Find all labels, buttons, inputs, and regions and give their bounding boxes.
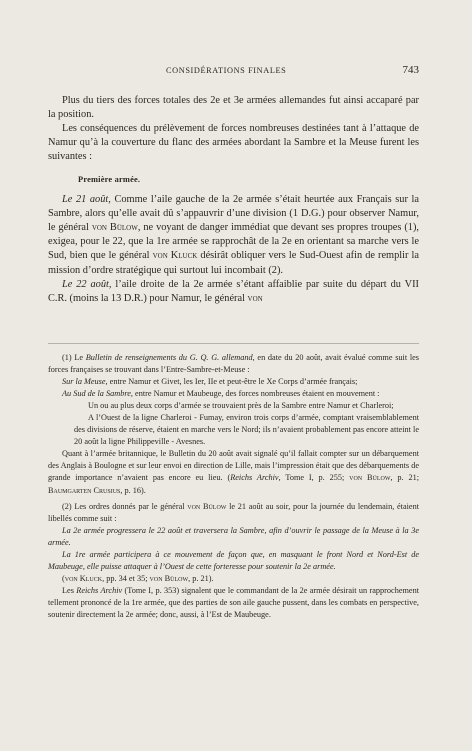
footnote-divider [48,343,419,344]
date-label: Le 22 août, [62,278,112,290]
paragraph: Le 21 août, Comme l’aile gauche de la 2e armée s’était heurtée aux Français sur la Sambre, alors qu’elle avait dû s’appauvrir d’une division (1 D.G.) pour observer Namur, le général von Bülow, ne voyant de danger immédiat que devant ses propres troupes (1), exigea, pour le 22, que la 1re armée se rapprochât de la 2e en orientant sa marche vers le Sud, bien que le général von Kluck désirât obliquer vers le Sud-Ouest afin de remplir la mission d’ordre stratégique qui surtout lui incombait (2). [48,194,420,276]
page-number: 743 [402,64,419,76]
quote-line: A l’Ouest de la ligne Charleroi - Fumay, environ trois corps d’armée, comptant vraisemblablement des divisions de réserve, étaient en marche vers le Nord; ils n’avaient probablement pas encore atteint le 20 août la ligne Philippeville - Avesnes. [74,413,419,447]
person-name: von Kluck [152,250,198,262]
footnote-2: (2) Les ordres donnés par le général von Bülow le 21 août au soir, pour la journée du lendemain, étaient libellés comme suit : [48,501,419,523]
main-text [48,94,419,306]
page-header [48,66,419,80]
paragraph: Le 22 août, l’aile droite de la 2e armée s’étant affaiblie par suite du départ du VII C.R. (moins la 13 D.R.) pour Namur, le général von [48,278,419,304]
section-heading: Première armée. [78,175,141,185]
quote-line: Au Sud de la Sambre, entre Namur et Maubeuge, des forces nombreuses étaient en mouvement : [62,389,380,399]
footnote-paragraph: Les Reichs Archiv (Tome I, p. 353) signalent que le commandant de la 2e armée désirait un rapprochement tellement prononcé de la 1re armée, que des parties de son aile gauche pussent, dans les combats en perspective, soutenir directement la 2e armée; donc, aussi, à l’Est de Maubeuge. [48,585,420,619]
quote-line: La 1re armée participera à ce mouvement de façon que, en masquant le front Nord et Nord-Est de Maubeuge, elle puisse attaquer à l’Ouest de cette forteresse pour soutenir la 2e armée. [48,549,419,571]
footnote-paragraph: Quant à l’armée britannique, le Bulletin du 20 août avait signalé qu’il fallait compter sur un débarquement des Anglais à Boulogne et sur leur envoi en direction de Lille, mais l’impression était que des débarquements de grande importance n’avaient pas encore eu lieu. (Reichs Archiv, Tome I, p. 255; von Bülow, p. 21; Baumgarten Crusius, p. 16). [48,449,420,495]
person-name: von Bülow [91,222,138,234]
quote-line: Un ou au plus deux corps d’armée se trouvaient près de la Sambre entre Namur et Charleroi; [88,401,394,411]
footnotes [48,352,419,621]
person-name: von [247,292,263,304]
quote-line: Sur la Meuse, entre Namur et Givet, les Ier, IIe et peut-être le Xe Corps d’armée français; [62,377,358,387]
date-label: Le 21 août, [62,194,111,206]
paragraph: Plus du tiers des forces totales des 2e et 3e armées allemandes fut ainsi accaparé par la position. [48,95,419,121]
footnote-1: (1) Le Bulletin de renseignements du G. Q. G. allemand, en date du 20 août, avait évalué comme suit les forces françaises se trouvant dans l’Entre-Sambre-et-Meuse : [48,353,419,375]
running-head: CONSIDÉRATIONS FINALES [166,66,287,75]
paragraph: Les conséquences du prélèvement de forces nombreuses destinées tant à l’attaque de Namur qu’à la couverture du flanc des armées abordant la Sambre et la Meuse furent les suivantes : [48,123,419,163]
reference-line: (von Kluck, pp. 34 et 35; von Bülow, p. 21). [62,573,214,583]
quote-line: La 2e armée progressera le 22 août et traversera la Sambre, afin d’ouvrir le passage de la Meuse à la 3e armée. [48,525,419,547]
